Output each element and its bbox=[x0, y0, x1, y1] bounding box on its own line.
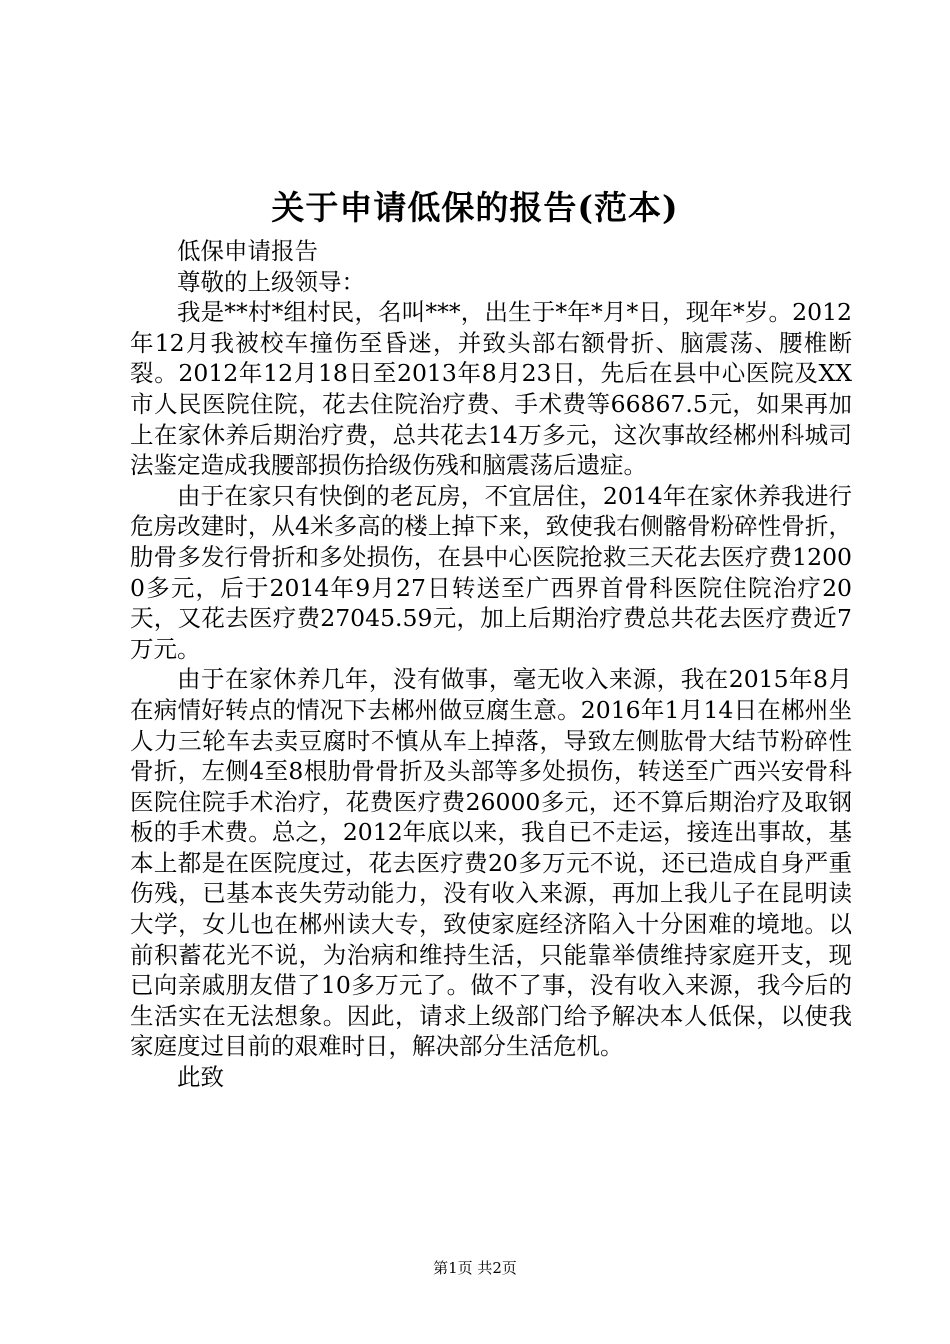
paragraph-report-heading: 低保申请报告 bbox=[177, 237, 318, 265]
paragraph-closing: 此致 bbox=[177, 1063, 224, 1092]
paragraph-salutation: 尊敬的上级领导： bbox=[177, 267, 365, 296]
document-body bbox=[130, 236, 852, 1093]
paragraph-second-accident: 由于在家只有快倒的老瓦房，不宜居住，2014年在家休养我进行危房改建时，从4米多高的楼上掉下来，致使我右侧髂骨粉碎性骨折，肋骨多发行骨折和多处损伤，在县中心医院抢救三天花去医疗费12000多元，后于2014年9月27日转送至广西界首骨科医院住院治疗20天，又花去医疗费27045.59元，加上后期治疗费总共花去医疗费近7万元。 bbox=[130, 481, 852, 663]
paragraph-third-accident: 由于在家休养几年，没有做事，毫无收入来源，我在2015年8月在病情好转点的情况下去郴州做豆腐生意。2016年1月14日在郴州坐人力三轮车去卖豆腐时不慎从车上掉落，导致左侧肱骨大结节粉碎性骨折，左侧4至8根肋骨骨折及头部等多处损伤，转送至广西兴安骨科医院住院手术治疗，花费医疗费26000多元，还不算后期治疗及取钢板的手术费。总之，2012年底以来，我自已不走运，接连出事故，基本上都是在医院度过，花去医疗费20多万元不说，还已造成自身严重伤残，已基本丧失劳动能力，没有收入来源，再加上我儿子在昆明读大学，女儿也在郴州读大专，致使家庭经济陷入十分困难的境地。以前积蓄花光不说，为治病和维持生活，只能靠举债维持家庭开支，现已向亲戚朋友借了10多万元了。做不了事，没有收入来源，我今后的生活实在无法想象。因此，请求上级部门给予解决本人低保，以使我家庭度过目前的艰难时日，解决部分生活危机。 bbox=[130, 665, 852, 1061]
paragraph-first-accident: 我是**村*组村民，名叫***，出生于*年*月*日，现年*岁。2012年12月我被校车撞伤至昏迷，并致头部右额骨折、脑震荡、腰椎断裂。2012年12月18日至2013年8月23日，先后在县中心医院及XX市人民医院住院，花去住院治疗费、手术费等66867.5元，如果再加上在家休养后期治疗费，总共花去14万多元，这次事故经郴州科城司法鉴定造成我腰部损伤拾级伤残和脑震荡后遗症。 bbox=[130, 298, 852, 480]
page-number-footer: 第1页 共2页 bbox=[433, 1259, 517, 1277]
document-title: 关于申请低保的报告(范本) bbox=[271, 188, 679, 227]
